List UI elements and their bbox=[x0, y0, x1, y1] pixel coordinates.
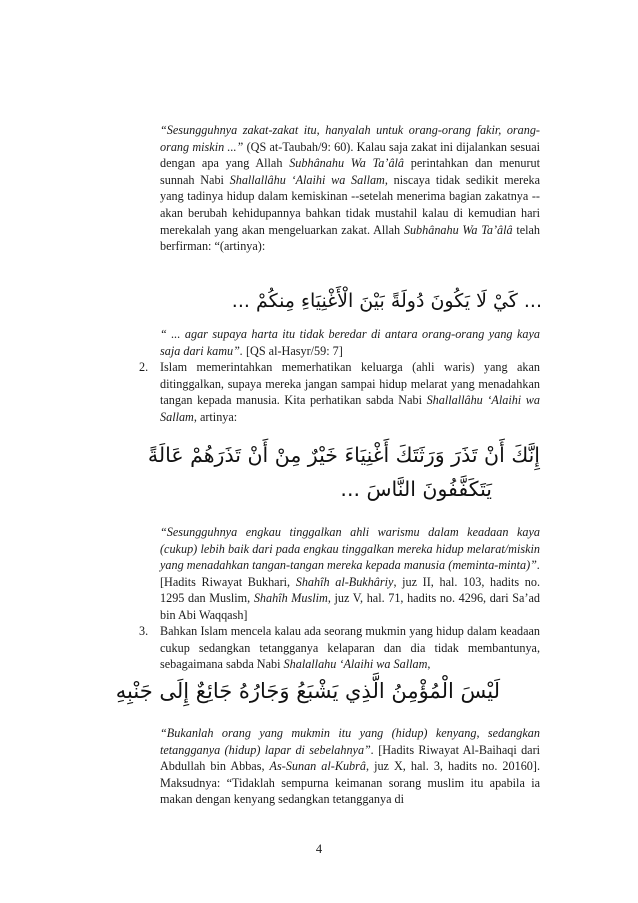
list-number-3: 3. bbox=[139, 624, 149, 638]
quote-taubah: “Sesungguhnya zakat-zakat itu, hanyalah untuk orang-orang fakir, orang-orang miskin ...” bbox=[160, 123, 540, 154]
arabic-hadith-line-1: إِنَّكَ أَنْ تَذَرَ وَرَثَتَكَ أَغْنِيَاءَ خَيْرٌ مِنْ أَنْ تَذَرَهُمْ عَالَةً bbox=[147, 443, 540, 467]
quote-hadith-tetangga: “Bukanlah orang yang mukmin itu yang (hidup) kenyang, sedangkan tetangganya (hidup) lapar di sebelahnya”. bbox=[160, 726, 540, 757]
nabi-honorific: Shalallahu ‘Alaihi wa Sallam bbox=[283, 657, 428, 672]
paragraph-text: perintahkan dan menurut sunnah Nabi bbox=[160, 156, 541, 187]
ref-hadith: [Hadits Riwayat Bukhari, bbox=[160, 574, 291, 589]
paragraph-text: telah berfirman: “(artinya): bbox=[160, 222, 541, 254]
ref-taubah: (QS at-Taubah/9: 60). Kalau saja zakat ini dijalankan sesuai dengan apa yang Allah bbox=[160, 139, 541, 171]
quote-hasyr: “ ... agar supaya harta itu tidak beredar di antara orang-orang yang kaya saja dari kamu”. bbox=[160, 327, 540, 358]
paragraph-tetangga-translation bbox=[160, 725, 540, 808]
ref-hadith: [Hadits Riwayat Al-Baihaqi dari Abdullah bin Abbas, bbox=[160, 742, 541, 774]
book-title: Shahîh al-Bukhâriy bbox=[295, 574, 394, 589]
book-title: As-Sunan al-Kubrâ bbox=[269, 759, 366, 774]
book-title: Shahîh Muslim bbox=[253, 591, 328, 606]
page-number: 4 bbox=[315, 842, 323, 856]
paragraph-ahli-waris bbox=[160, 359, 540, 425]
paragraph-tetangga bbox=[160, 623, 540, 673]
arabic-hadith-line-2: يَتَكَفَّفُونَ النَّاسَ ... bbox=[340, 477, 492, 501]
ref-hadith: , juz II, hal. 103, hadits no. 1295 dan Muslim, bbox=[160, 574, 540, 606]
ref-hasyr: [QS al-Hasyr/59: 7] bbox=[246, 343, 343, 358]
paragraph-hasyr-translation bbox=[160, 326, 540, 359]
nabi-honorific: Shallallâhu ‘Alaihi wa Sallam bbox=[160, 393, 540, 424]
ref-hadith: , juz X, hal. 3, hadits no. 20160]. Maksudnya: “Tidaklah sempurna keimanan sorang muslim itu apabila ia makan dengan kenyang sedangkan tetangganya di bbox=[160, 759, 540, 807]
allah-honorific: Subhânahu Wa Ta’âlâ bbox=[403, 222, 513, 237]
arabic-verse-hasyr: ... كَيْ لَا يَكُونَ دُولَةً بَيْنَ الْأَغْنِيَاءِ مِنكُمْ ... bbox=[231, 290, 542, 312]
paragraph-text: Islam memerintahkan memerhatikan keluarga (ahli waris) yang akan ditinggalkan, supaya mereka jangan sampai hidup melarat yang menadahkan tangan kepada manusia. Kita perhatikan sabda Nabi bbox=[160, 360, 540, 408]
quote-hadith-waris: “Sesungguhnya engkau tinggalkan ahli warismu dalam keadaan kaya (cukup) lebih baik dari pada engkau tinggalkan mereka hidup melarat/miskin yang menadahkan tangan-tangan mereka kepada manusia (meminta-minta)”. bbox=[160, 525, 540, 573]
paragraph-text: , bbox=[427, 657, 431, 672]
paragraph-text: , artinya: bbox=[193, 409, 238, 424]
ref-hadith: , juz V, hal. 71, hadits no. 4296, dari Sa’ad bin Abi Waqqash] bbox=[160, 591, 541, 622]
arabic-hadith-tetangga: لَيْسَ الْمُؤْمِنُ الَّذِي يَشْبَعُ وَجَارُهُ جَائِعٌ إِلَى جَنْبِهِ bbox=[115, 679, 500, 703]
list-number-2: 2. bbox=[139, 360, 149, 374]
paragraph-text: Bahkan Islam mencela kalau ada seorang mukmin yang hidup dalam keadaan cukup sedangkan tetangganya kelaparan dan dia tidak membantunya, sebagaimana sabda Nabi bbox=[160, 624, 540, 672]
allah-honorific: Subhânahu Wa Ta’âlâ bbox=[289, 156, 405, 171]
nabi-honorific: Shallallâhu ‘Alaihi wa Sallam bbox=[229, 172, 385, 187]
paragraph-zakat bbox=[160, 122, 540, 255]
paragraph-text: , niscaya tidak sedikit mereka yang tadinya hidup dalam kemiskinan --setelah menerima bagian zakatnya -- akan berubah kehidupannya bahkan tidak mustahil kalau di kemudian hari merekalah yang akan mengeluarkan zakat. Allah bbox=[160, 172, 540, 237]
paragraph-hadith-translation bbox=[160, 524, 540, 624]
